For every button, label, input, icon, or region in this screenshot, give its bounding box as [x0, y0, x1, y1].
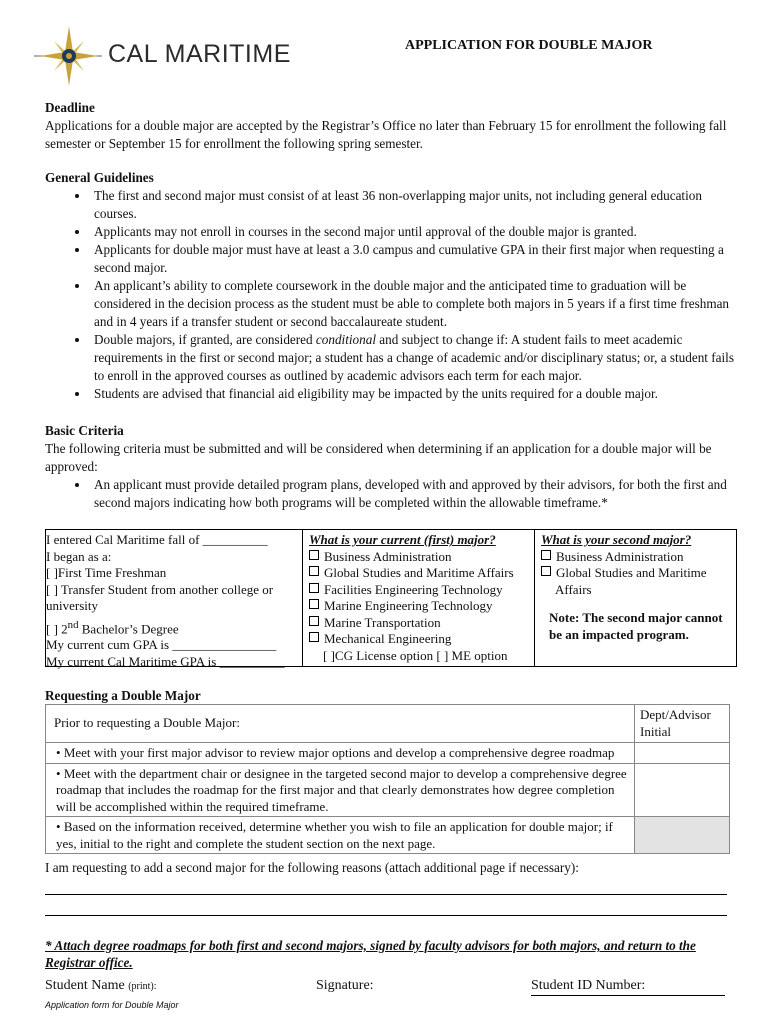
- initial-header: Dept/Advisor Initial: [635, 705, 730, 743]
- second-major-heading: What is your second major?: [541, 532, 692, 547]
- first-major-option[interactable]: Marine Engineering Technology: [309, 598, 534, 615]
- student-info-table: [45, 529, 737, 667]
- first-major-option[interactable]: Facilities Engineering Technology: [309, 582, 534, 599]
- cm-gpa-field[interactable]: My current Cal Maritime GPA is __________: [46, 653, 285, 669]
- initial-cell[interactable]: [635, 743, 730, 764]
- guideline-item: • Students are advised that financial aid eligibility may be impacted by the units required for a double major.: [90, 385, 735, 403]
- requirement-row: • Meet with your first major advisor to review major options and develop a comprehensive degree roadmap: [46, 743, 635, 764]
- first-major-option[interactable]: Global Studies and Maritime Affairs: [309, 565, 534, 582]
- requirement-row: • Meet with the department chair or designee in the targeted second major to develop a comprehensive degree roadmap that includes the roadmap for the first major and that clearly demonstrates how degree completion will be accomplished within the required timeframe.: [46, 763, 635, 817]
- requirement-row: • Based on the information received, determine whether you wish to file an application for double major; if yes, initial to the right and complete the student section on the next page.: [46, 817, 635, 854]
- second-major-column: [535, 530, 736, 666]
- second-major-option[interactable]: Global Studies and Maritime Affairs: [541, 565, 736, 598]
- reason-line[interactable]: [45, 915, 727, 916]
- compass-star-icon: [34, 24, 104, 88]
- cum-gpa-field[interactable]: My current cum GPA is ________________: [46, 637, 277, 653]
- first-major-option[interactable]: Mechanical Engineering: [309, 631, 534, 648]
- guideline-item: • Applicants for double major must have at least a 3.0 campus and cumulative GPA in their first major when requesting a second major.: [90, 241, 735, 277]
- second-bachelor-sup: nd: [67, 618, 79, 631]
- criteria-item: • An applicant must provide detailed program plans, developed with and approved by their advisors, for both the first and second majors indicating how both programs will be completed within the allowable timeframe.*: [90, 476, 735, 512]
- first-major-column: [303, 530, 535, 666]
- began-label: I began as a:: [46, 548, 112, 564]
- cal-maritime-logo: [34, 24, 304, 88]
- transfer-option[interactable]: [ ] Transfer Student from another college or university: [46, 581, 274, 613]
- guidelines-heading: General Guidelines: [45, 170, 154, 185]
- checkbox-icon[interactable]: [541, 550, 551, 560]
- requesting-table: [45, 704, 730, 854]
- requesting-heading: Requesting a Double Major: [45, 688, 201, 703]
- prior-label: Prior to requesting a Double Major:: [46, 705, 635, 743]
- signature-field[interactable]: Signature:: [316, 978, 374, 993]
- guidelines-list: [45, 187, 735, 403]
- reasons-label: I am requesting to add a second major for the following reasons (attach additional page if necessary):: [45, 860, 579, 875]
- checkbox-icon[interactable]: [309, 616, 319, 626]
- first-time-option[interactable]: [ ]First Time Freshman: [46, 565, 167, 580]
- guideline-item: • Applicants may not enroll in courses in the second major until approval of the double major is granted.: [90, 223, 735, 241]
- bullet-icon: •: [56, 819, 61, 834]
- second-major-option[interactable]: Business Administration: [541, 549, 736, 566]
- footnote: * Attach degree roadmaps for both first and second majors, signed by faculty advisors for both majors, and return to the Registrar office.: [45, 938, 696, 970]
- logo-wordmark: CAL MARITIME: [108, 40, 291, 68]
- first-major-option[interactable]: Marine Transportation: [309, 615, 534, 632]
- student-id-field[interactable]: Student ID Number:: [531, 978, 646, 993]
- criteria-heading: Basic Criteria: [45, 423, 124, 438]
- initial-cell[interactable]: [635, 817, 730, 854]
- guideline-item: • An applicant’s ability to complete coursework in the double major and the anticipated time to graduation will be considered in the decision process as the student must be able to complete both majors in 5 years if a first time freshman and in 4 years if a transfer student or second baccalaureate student.: [90, 277, 735, 331]
- bullet-icon: •: [56, 765, 61, 781]
- deadline-section: [45, 99, 735, 153]
- second-bachelor-option[interactable]: [46, 617, 302, 638]
- checkbox-icon[interactable]: [309, 566, 319, 576]
- guideline-item: • The first and second major must consist of at least 36 non-overlapping major units, not including general education courses.: [90, 187, 735, 223]
- guideline-item: [90, 331, 735, 385]
- conditional-text-before: Double majors, if granted, are considered: [94, 332, 316, 347]
- bullet-icon: •: [56, 745, 61, 760]
- student-info-column: [46, 530, 303, 669]
- license-option[interactable]: [ ]CG License option [ ] ME option: [323, 647, 508, 663]
- page-footer: Application form for Double Major: [45, 1000, 179, 1010]
- checkbox-icon[interactable]: [309, 583, 319, 593]
- deadline-heading: Deadline: [45, 100, 95, 115]
- criteria-text: The following criteria must be submitted and will be considered when determining if an application for a double major will be approved:: [45, 441, 712, 474]
- first-major-heading: What is your current (first) major?: [309, 532, 496, 547]
- second-major-note: Note: The second major cannot be an impacted program.: [549, 610, 723, 642]
- conditional-text-after: and subject to change if: A student fails to meet academic requirements in the first or second major; a student has a change of academic and/or disciplinary status; or, a student fails to enroll in the approved courses as outlined by academic advisors each term for each major.: [94, 332, 734, 383]
- second-bachelor-suffix: Bachelor’s Degree: [78, 620, 179, 636]
- page-title: APPLICATION FOR DOUBLE MAJOR: [405, 38, 653, 53]
- guidelines-section: [45, 169, 735, 403]
- reason-line[interactable]: [45, 894, 727, 895]
- deadline-text: Applications for a double major are accepted by the Registrar’s Office no later than February 15 for enrollment the following fall semester or September 15 for enrollment the following spring semester.: [45, 118, 727, 151]
- criteria-section: [45, 422, 735, 512]
- conditional-emphasis: conditional: [315, 332, 376, 347]
- checkbox-icon[interactable]: [309, 550, 319, 560]
- criteria-list: [45, 476, 735, 512]
- checkbox-icon[interactable]: [309, 632, 319, 642]
- checkbox-icon[interactable]: [541, 566, 551, 576]
- student-id-underline: [531, 995, 725, 996]
- student-name-field[interactable]: Student Name (print):: [45, 978, 157, 993]
- initial-cell[interactable]: [635, 763, 730, 817]
- first-major-option[interactable]: Business Administration: [309, 549, 534, 566]
- second-bachelor-prefix: [ ] 2: [46, 620, 68, 636]
- entered-field[interactable]: I entered Cal Maritime fall of __________: [46, 532, 268, 547]
- checkbox-icon[interactable]: [309, 599, 319, 609]
